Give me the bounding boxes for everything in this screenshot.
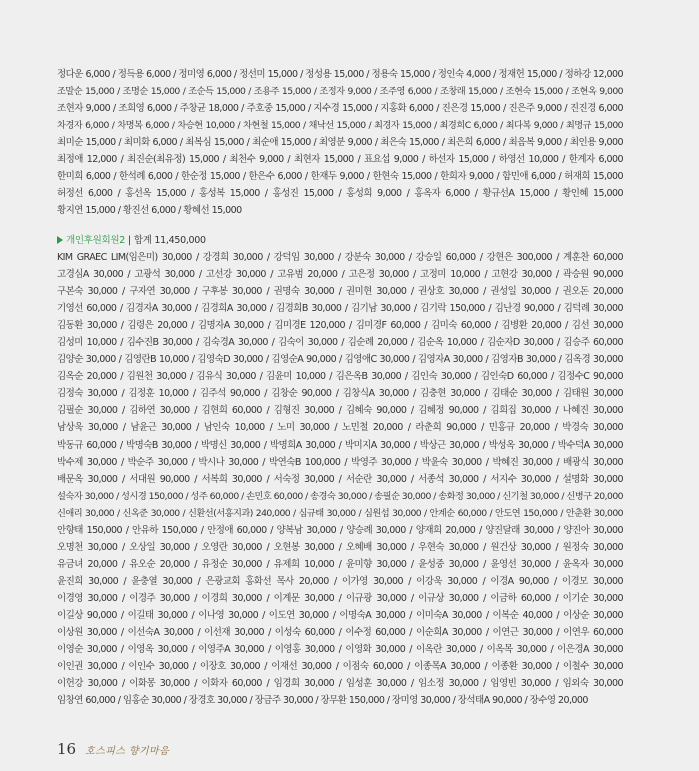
donor-line: 이인권 30,000 / 이인수 30,000 / 이장호 30,000 / 이재선 30,000 / 이점숙 60,000 / 이종목A 30,000 / 이종환 30,000 / 이철수 30,000 <box>57 661 623 673</box>
donor-line: 기영선 60,000 / 김경자A 30,000 / 김경희A 30,000 / 김경희B 30,000 / 김기남 30,000 / 김기락 150,000 / 김난경 90,000 / 김덕례 30,000 <box>57 303 623 315</box>
donor-line: 김동환 30,000 / 김령은 20,000 / 김명자A 30,000 / 김미경E 120,000 / 김미경F 60,000 / 김미숙 60,000 / 김병환 20,000 / 김선 30,000 <box>57 320 623 332</box>
heading-separator: | <box>128 235 131 246</box>
donor-line: 허정선 6,000 / 홍선옥 15,000 / 홍성복 15,000 / 홍성진 15,000 / 홍성희 9,000 / 홍옥자 6,000 / 황규선A 15,000 / 황인혜 15,000 <box>57 188 623 200</box>
triangle-bullet-icon <box>57 236 63 244</box>
donor-line: 김성미 10,000 / 김수진B 30,000 / 김숙경A 30,000 / 김숙이 30,000 / 김순례 20,000 / 김순옥 10,000 / 김순자D 30,000 / 김승주 60,000 <box>57 337 623 349</box>
donor-line: 임창연 60,000 / 임홍순 30,000 / 장경호 30,000 / 장금주 30,000 / 장무환 150,000 / 장미영 30,000 / 장석태A 90,000 / 장수영 20,000 <box>57 695 588 707</box>
donor-line: 이영순 30,000 / 이영옥 30,000 / 이영주A 30,000 / 이영홍 30,000 / 이영화 30,000 / 이옥란 30,000 / 이옥목 30,000 / 이은경A 30,000 <box>57 644 623 656</box>
donor-line: 구본숙 30,000 / 구자연 30,000 / 구후봉 30,000 / 권명숙 30,000 / 권미현 30,000 / 권상호 30,000 / 권성일 30,000 / 권오돈 20,000 <box>57 286 623 298</box>
donor-line: 설숙자 30,000 / 성시경 150,000 / 성주 60,000 / 손민호 60,000 / 송경숙 30,000 / 송필순 30,000 / 송화정 30,000 / 신기철 30,000 / 신병구 20,000 <box>57 490 623 502</box>
donor-line: 고경심A 30,000 / 고광석 30,000 / 고선강 30,000 / 고유범 20,000 / 고은정 30,000 / 고정미 10,000 / 고현강 30,000 / 곽승원 90,000 <box>57 269 623 281</box>
donor-line: 한미희 6,000 / 한석례 6,000 / 한순정 15,000 / 한은수 6,000 / 한재두 9,000 / 한현숙 15,000 / 한희자 9,000 / 함민애 6,000 / 허재희 15,000 <box>57 171 623 183</box>
donor-line: 김양순 30,000 / 김영란B 10,000 / 김영숙D 30,000 / 김영순A 90,000 / 김영애C 30,000 / 김영자A 30,000 / 김영자B 30,000 / 김옥경 30,000 <box>57 354 623 366</box>
page-footer <box>57 738 169 760</box>
donor-line: 정다운 6,000 / 정득용 6,000 / 정미영 6,000 / 정선미 15,000 / 정성용 15,000 / 정용숙 15,000 / 정인숙 4,000 / 정재헌 15,000 / 정하강 12,000 <box>57 69 623 80</box>
donor-line: 최미순 15,000 / 최미화 6,000 / 최복심 15,000 / 최순애 15,000 / 최영분 9,000 / 최은숙 15,000 / 최은희 6,000 / 최음복 9,000 / 최인용 9,000 <box>57 137 623 149</box>
section-title: 개인후원회원2 <box>66 235 126 246</box>
donor-line: 이헌강 30,000 / 이화몽 30,000 / 이화자 60,000 / 임경희 30,000 / 임성훈 30,000 / 임소정 30,000 / 임영빈 30,000 / 임외숙 30,000 <box>57 678 623 690</box>
section-total: 합계 11,450,000 <box>133 235 206 246</box>
donor-line: 안향태 150,000 / 안유하 150,000 / 안정애 60,000 / 양복남 30,000 / 양승례 30,000 / 양재희 20,000 / 양진달래 30,000 / 양진아 30,000 <box>57 524 623 536</box>
donor-line: 윤진희 30,000 / 윤충열 30,000 / 은광교회 홍화선 목사 20,000 / 이가영 30,000 / 이강욱 30,000 / 이경A 90,000 / 이경모 30,000 <box>57 575 623 587</box>
donor-line: 유금녀 20,000 / 유오순 20,000 / 유정순 30,000 / 유제희 10,000 / 윤미향 30,000 / 윤성중 30,000 / 윤영선 30,000 / 윤옥자 30,000 <box>57 558 623 570</box>
donor-line: 조말순 15,000 / 조명순 15,000 / 조순득 15,000 / 조용주 15,000 / 조정자 9,000 / 조주영 6,000 / 조창래 15,000 / 조현숙 15,000 / 조현옥 9,000 <box>57 86 623 98</box>
publication-title: 호스피스 향기마음 <box>85 745 170 757</box>
donor-line: 박수제 30,000 / 박순주 30,000 / 박시나 30,000 / 박연숙B 100,000 / 박영주 30,000 / 박윤숙 30,000 / 박혜진 30,000 / 배광식 30,000 <box>57 456 623 468</box>
donor-line: 김필순 30,000 / 김하연 30,000 / 김현희 60,000 / 김형진 30,000 / 김혜숙 90,000 / 김혜정 90,000 / 김희집 30,000 / 나혜진 30,000 <box>57 405 623 417</box>
donor-line: KIM GRAEC LIM(임은미) 30,000 / 강경희 30,000 / 강덕임 30,000 / 강분숙 30,000 / 강승일 60,000 / 강현은 300,000 / 계훈찬 60,000 <box>57 252 623 263</box>
donor-line: 박동규 60,000 / 박명숙B 30,000 / 박명신 30,000 / 박명희A 30,000 / 박미지A 30,000 / 박상근 30,000 / 박성옥 30,000 / 박수덕A 30,000 <box>57 439 623 451</box>
donor-list-block-one <box>57 66 623 219</box>
donor-line: 차경자 6,000 / 차명복 6,000 / 차승현 10,000 / 차현철 15,000 / 채낙선 15,000 / 최경자 15,000 / 최경희C 6,000 / 최다복 9,000 / 최명규 15,000 <box>57 120 623 132</box>
donor-line: 최정애 12,000 / 최진순(최유정) 15,000 / 최천수 9,000 / 최현자 15,000 / 표요섭 9,000 / 하선자 15,000 / 하영선 10,000 / 한계자 6,000 <box>57 154 623 166</box>
donor-line: 남상욱 30,000 / 남윤근 30,000 / 남인숙 10,000 / 노미 30,000 / 노민철 20,000 / 라춘희 90,000 / 민홍규 20,000 / 박경숙 30,000 <box>57 422 623 434</box>
donor-list-block-two <box>57 232 623 709</box>
donor-line: 이상원 30,000 / 이선숙A 30,000 / 이선재 30,000 / 이성숙 60,000 / 이수정 60,000 / 이순희A 30,000 / 이연근 30,000 / 이연우 60,000 <box>57 627 623 639</box>
donor-line: 배문옥 30,000 / 서대원 90,000 / 서복희 30,000 / 서숙정 30,000 / 서순란 30,000 / 서종석 30,000 / 서지수 30,000 / 설명화 30,000 <box>57 473 623 485</box>
section-heading <box>57 232 623 249</box>
donor-lines <box>57 249 623 709</box>
donor-line: 김옥순 20,000 / 김원천 30,000 / 김유식 30,000 / 김윤미 10,000 / 김은옥B 30,000 / 김인숙 30,000 / 김인숙D 60,000 / 김정수C 90,000 <box>57 371 623 383</box>
donor-line: 오명천 30,000 / 오상일 30,000 / 오영란 30,000 / 오현봉 30,000 / 오혜배 30,000 / 우현숙 30,000 / 원건상 30,000 / 원정숙 30,000 <box>57 541 623 553</box>
donor-line: 신애리 30,000 / 신옥준 30,000 / 신환선(서흥지과) 240,000 / 심규태 30,000 / 심원섭 30,000 / 안계순 60,000 / 안도연 150,000 / 안춘환 30,000 <box>57 507 623 519</box>
donor-line: 황지연 15,000 / 황진선 6,000 / 황혜선 15,000 <box>57 205 242 217</box>
donor-line: 김정숙 30,000 / 김정훈 10,000 / 김주석 90,000 / 김창순 90,000 / 김창식A 30,000 / 김충현 30,000 / 김태순 30,000 / 김태원 30,000 <box>57 388 623 400</box>
donor-line: 이경영 30,000 / 이경주 30,000 / 이경희 30,000 / 이계문 30,000 / 이규광 30,000 / 이규상 30,000 / 이금하 60,000 / 이기순 30,000 <box>57 592 623 604</box>
page-number: 16 <box>57 740 77 758</box>
donor-line: 이길상 90,000 / 이길태 30,000 / 이나영 30,000 / 이도연 30,000 / 이명숙A 30,000 / 이미숙A 30,000 / 이복순 40,000 / 이상순 30,000 <box>57 609 623 621</box>
donor-line: 조현자 9,000 / 조희영 6,000 / 주창균 18,000 / 주호중 15,000 / 지수경 15,000 / 지홍화 6,000 / 진은경 15,000 / 진은주 9,000 / 진진경 6,000 <box>57 103 623 115</box>
